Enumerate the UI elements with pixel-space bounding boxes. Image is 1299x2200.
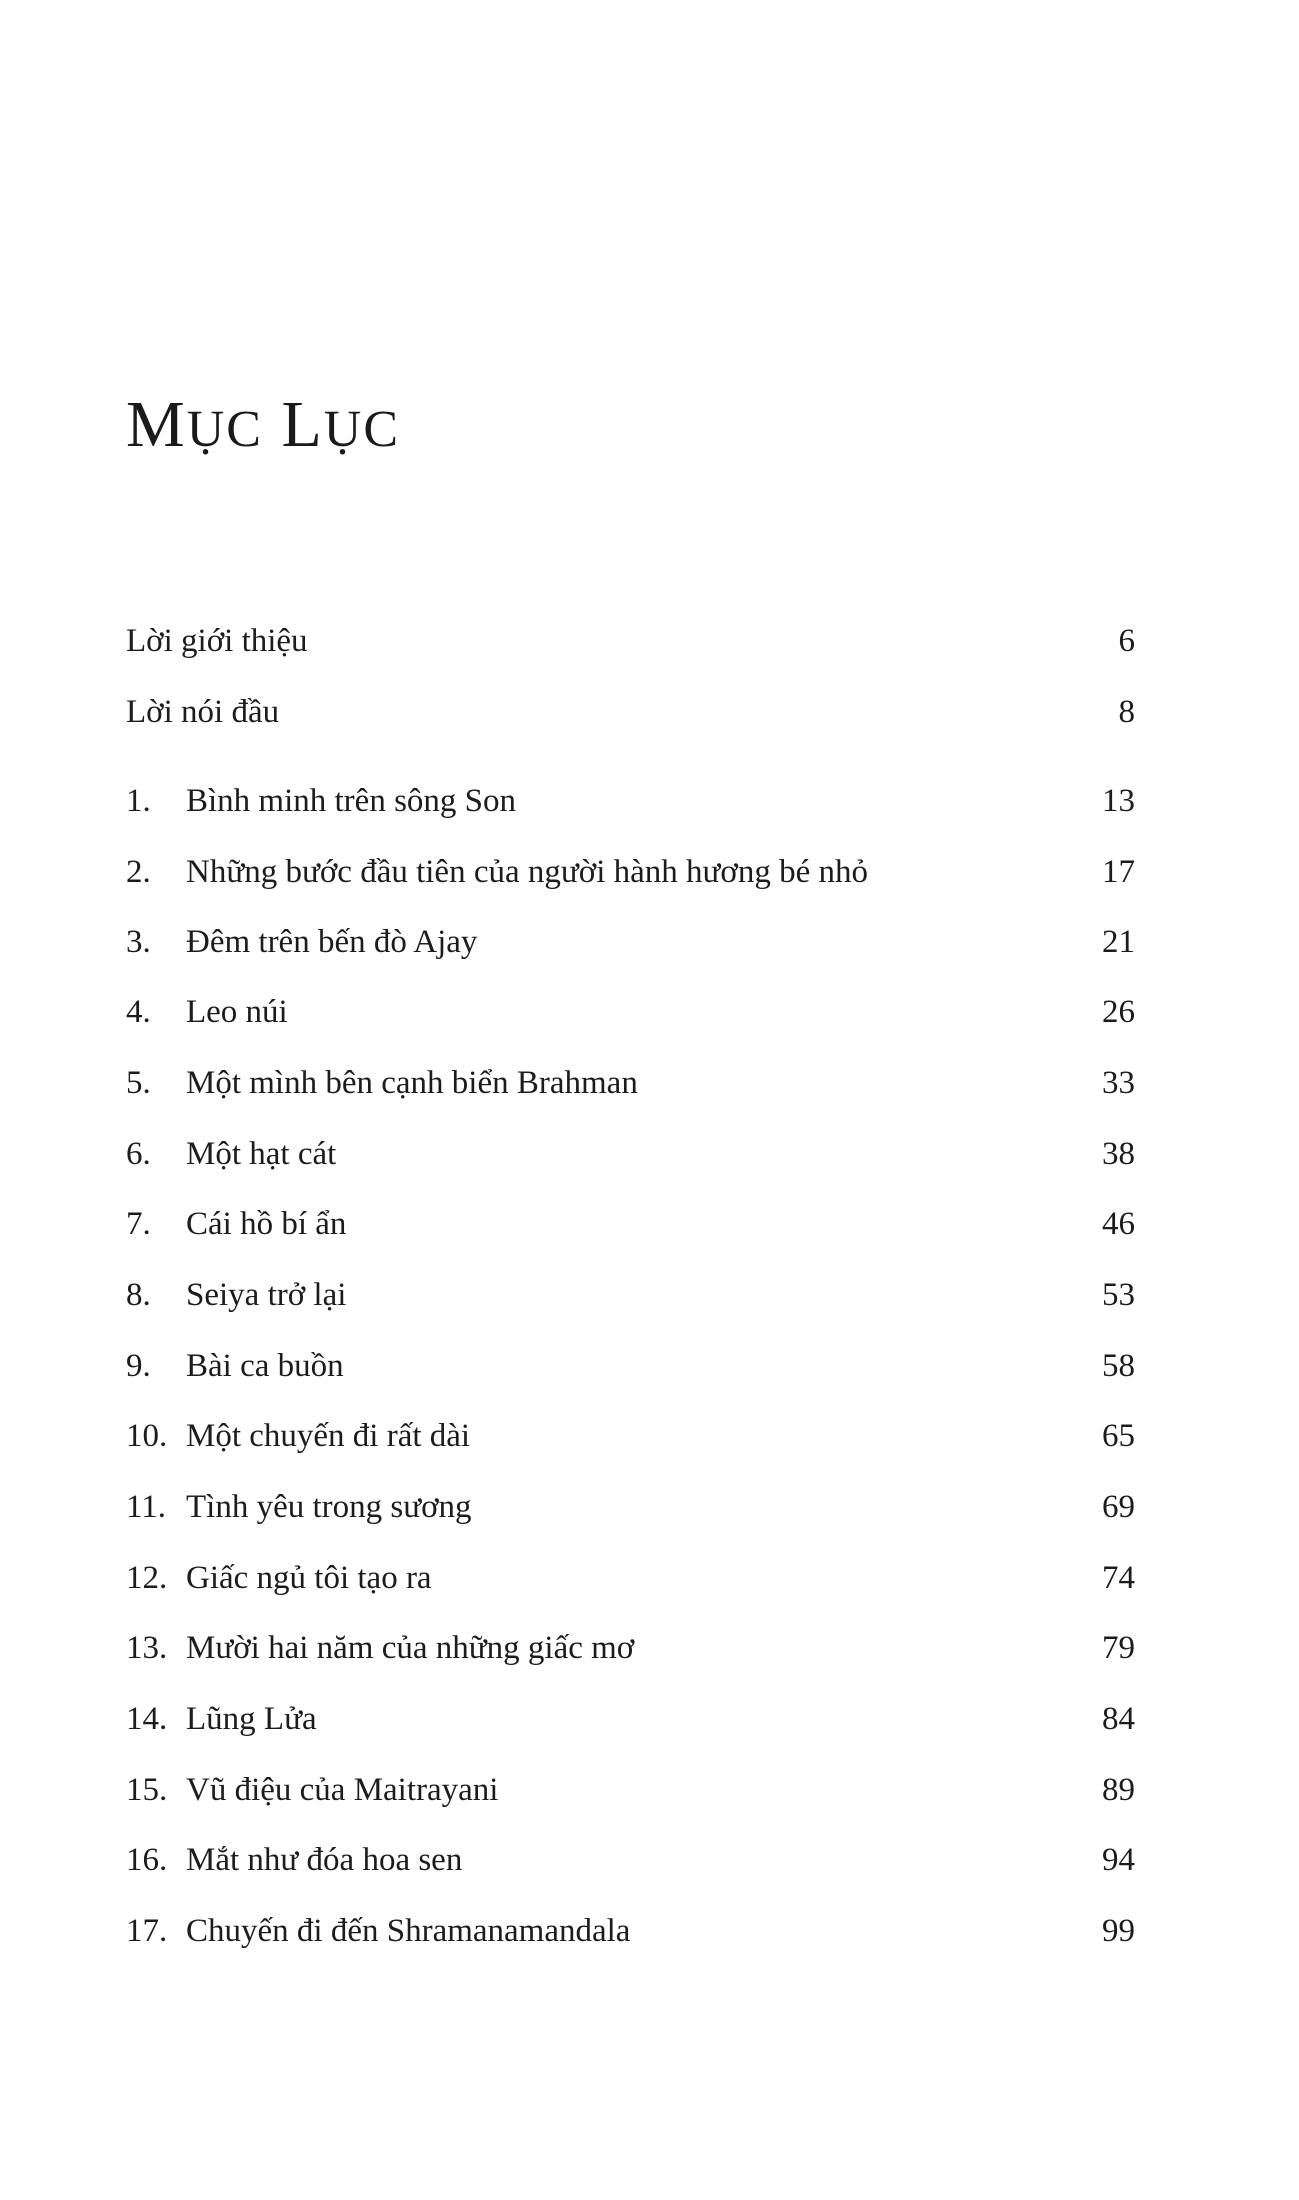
page-title: MỤC LỤC <box>126 388 401 461</box>
toc-entry-page: 21 <box>1102 924 1135 960</box>
toc-entry-page: 94 <box>1102 1842 1135 1878</box>
toc-row <box>126 1132 1135 1176</box>
toc-entry-label: Chuyến đi đến Shramanamandala <box>186 1913 631 1949</box>
toc-row <box>126 1061 1135 1105</box>
toc-entry-number: 12. <box>126 1560 168 1596</box>
toc-row <box>126 1202 1135 1246</box>
toc-entry-label: Một mình bên cạnh biển Brahman <box>186 1065 638 1101</box>
toc-entry-page: 89 <box>1102 1772 1135 1808</box>
toc-entry-page: 99 <box>1102 1913 1135 1949</box>
toc-entry-label: Giấc ngủ tôi tạo ra <box>186 1560 432 1596</box>
toc-entry-label: Bình minh trên sông Son <box>186 783 517 819</box>
toc-entry-number: 5. <box>126 1065 151 1101</box>
toc-row <box>126 1768 1135 1812</box>
toc-entry-page: 79 <box>1102 1630 1135 1666</box>
toc-entry-page: 38 <box>1102 1136 1135 1172</box>
toc-row <box>126 1414 1135 1458</box>
toc-entry-page: 69 <box>1102 1489 1135 1525</box>
toc-entry-label: Cái hồ bí ẩn <box>186 1206 347 1242</box>
toc-entry-page: 58 <box>1102 1348 1135 1384</box>
toc-row <box>126 1626 1135 1670</box>
toc-row <box>126 1273 1135 1317</box>
toc-entry-label: Tình yêu trong sương <box>186 1489 472 1525</box>
toc-entry-number: 8. <box>126 1277 151 1313</box>
toc-entry-number: 7. <box>126 1206 151 1242</box>
toc-entry-page: 13 <box>1102 783 1135 819</box>
toc-entry-number: 15. <box>126 1772 168 1808</box>
toc-entry-number: 9. <box>126 1348 151 1384</box>
toc-entry-number: 1. <box>126 783 151 819</box>
toc-entry-label: Mười hai năm của những giấc mơ <box>186 1630 635 1666</box>
toc-row <box>126 990 1135 1034</box>
toc-row <box>126 690 1135 734</box>
toc-entry-page: 26 <box>1102 994 1135 1030</box>
toc-row <box>126 1838 1135 1882</box>
toc-entry-label: Seiya trở lại <box>186 1277 347 1313</box>
toc-row <box>126 1909 1135 1953</box>
toc-row <box>126 619 1135 663</box>
toc-entry-number: 13. <box>126 1630 168 1666</box>
toc-entry-label: Vũ điệu của Maitrayani <box>186 1772 499 1808</box>
toc-entry-page: 46 <box>1102 1206 1135 1242</box>
toc-entry-number: 6. <box>126 1136 151 1172</box>
toc-entry-label: Một hạt cát <box>186 1136 337 1172</box>
toc-entry-number: 10. <box>126 1418 168 1454</box>
toc-entry-page: 65 <box>1102 1418 1135 1454</box>
toc-entry-label: Mắt như đóa hoa sen <box>186 1842 463 1878</box>
toc-entry-number: 2. <box>126 854 151 890</box>
toc-row <box>126 920 1135 964</box>
toc-entry-number: 14. <box>126 1701 168 1737</box>
toc-entry-page: 8 <box>1118 694 1135 730</box>
toc-entry-page: 17 <box>1102 854 1135 890</box>
toc-row <box>126 850 1135 894</box>
toc-entry-label: Lời giới thiệu <box>126 623 308 659</box>
toc-entry-number: 11. <box>126 1489 167 1525</box>
toc-entry-label: Đêm trên bến đò Ajay <box>186 924 478 960</box>
toc-row <box>126 1556 1135 1600</box>
toc-entry-label: Bài ca buồn <box>186 1348 344 1384</box>
toc-entry-page: 33 <box>1102 1065 1135 1101</box>
toc-entry-label: Lũng Lửa <box>186 1701 317 1737</box>
toc-entry-page: 84 <box>1102 1701 1135 1737</box>
toc-entry-label: Lời nói đầu <box>126 694 280 730</box>
toc-entry-label: Một chuyến đi rất dài <box>186 1418 471 1454</box>
toc-entry-page: 74 <box>1102 1560 1135 1596</box>
toc-entry-page: 6 <box>1118 623 1135 659</box>
toc-row <box>126 1344 1135 1388</box>
toc-row <box>126 1485 1135 1529</box>
toc-entry-number: 3. <box>126 924 151 960</box>
toc-entry-number: 16. <box>126 1842 168 1878</box>
toc-row <box>126 1697 1135 1741</box>
toc-row <box>126 779 1135 823</box>
toc-entry-label: Leo núi <box>186 994 288 1030</box>
table-of-contents <box>126 0 1135 2200</box>
toc-entry-number: 4. <box>126 994 151 1030</box>
toc-entry-number: 17. <box>126 1913 168 1949</box>
toc-entry-label: Những bước đầu tiên của người hành hương bé nhỏ <box>186 854 869 890</box>
toc-entry-page: 53 <box>1102 1277 1135 1313</box>
